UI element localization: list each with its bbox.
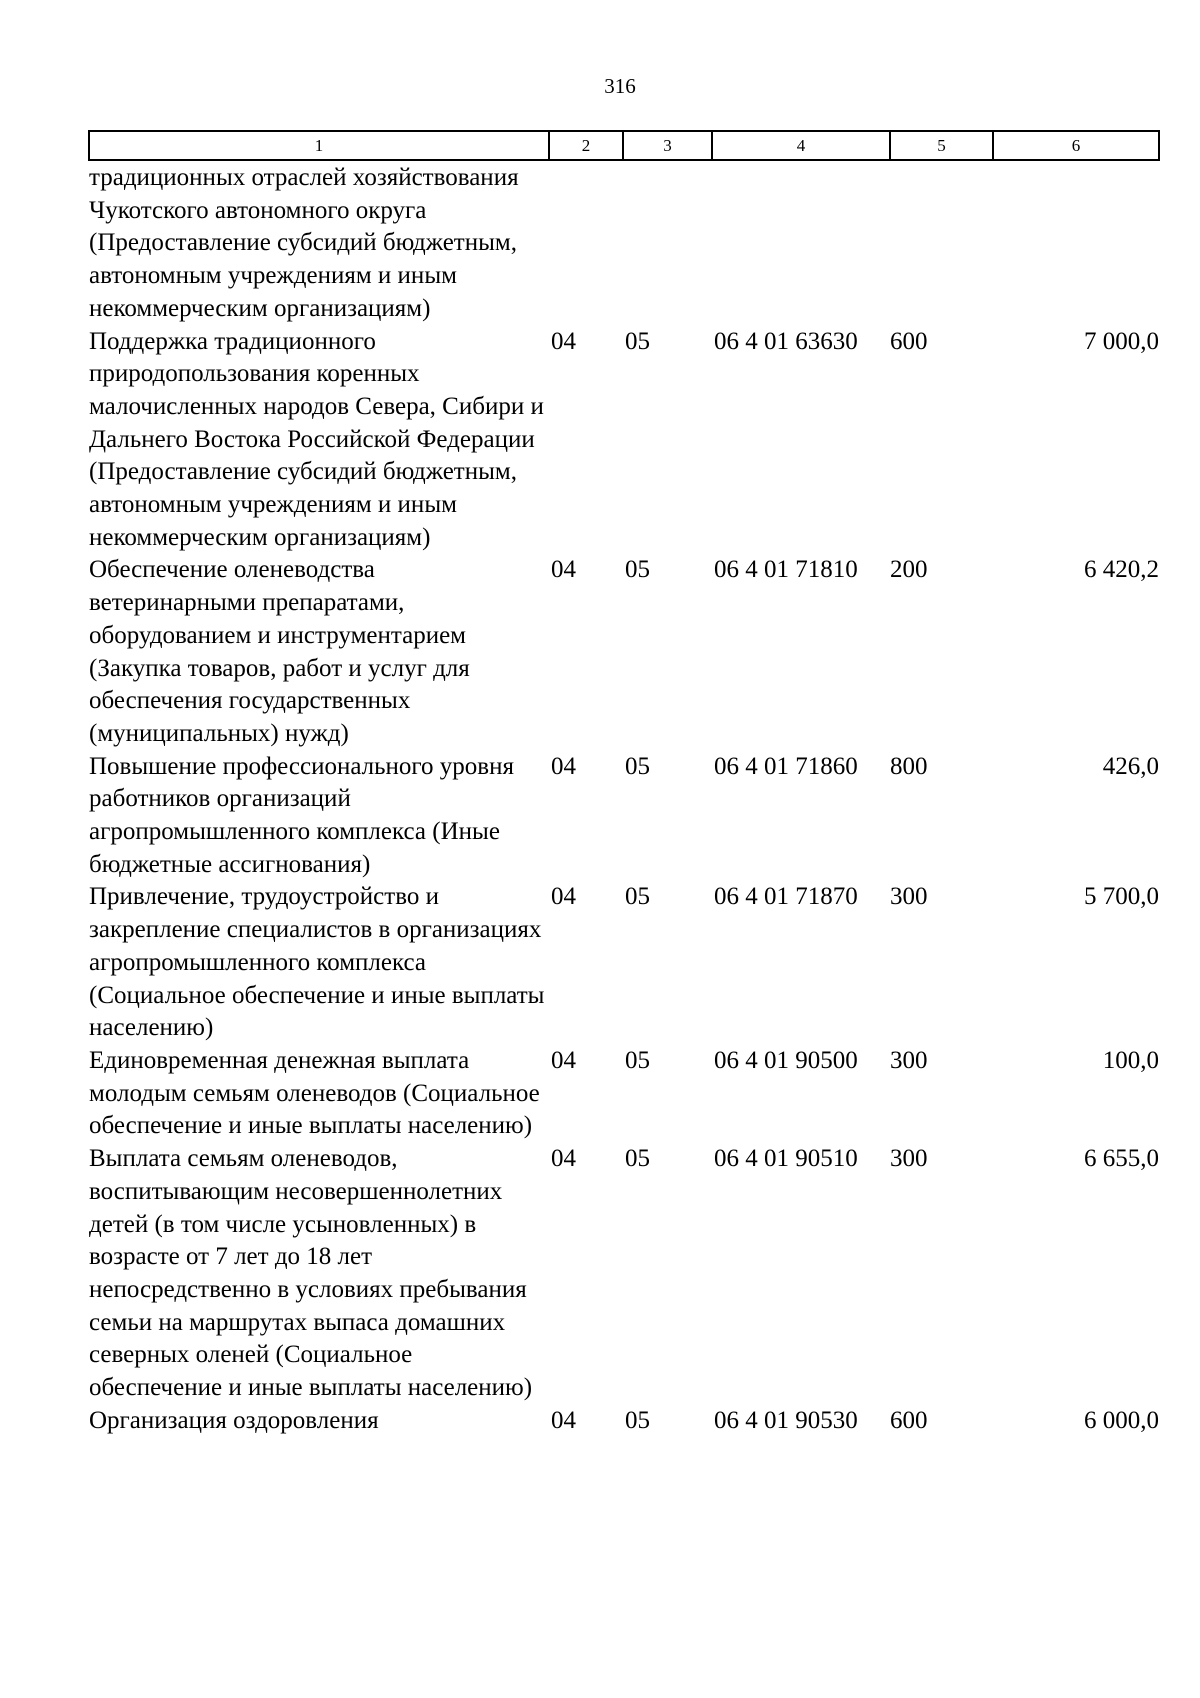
header-col-5: 5	[890, 131, 993, 160]
row-name: Обеспечение оленеводства ветеринарными препаратами, оборудованием и инструментарием (Закупка товаров, работ и услуг для обеспечения государственных (муниципальных) нужд)	[89, 556, 470, 747]
table-row	[89, 751, 1159, 882]
row-target-code: 06 4 01 90510	[714, 1145, 858, 1173]
row-amount: 100,0	[1102, 1046, 1159, 1074]
row-name: Выплата семьям оленеводов, воспитывающим несовершеннолетних детей (в том числе усыновленных) в возрасте от 7 лет до 18 лет непосредственно в условиях пребывания семьи на маршрутах выпаса домашних северных оленей (Социальное обеспечение и иные выплаты населению)	[89, 1145, 533, 1402]
row-expense-type: 300	[890, 1046, 928, 1074]
row-amount: 426,0	[1102, 752, 1159, 780]
row-target-code: 06 4 01 71870	[714, 883, 858, 911]
table-header	[89, 131, 1159, 160]
row-expense-type: 300	[890, 883, 928, 911]
row-name: Организация оздоровления	[89, 1406, 379, 1434]
row-name: Единовременная денежная выплата молодым семьям оленеводов (Социальное обеспечение и иные выплаты населению)	[89, 1046, 540, 1140]
page-number: 316	[604, 74, 636, 98]
row-target-code: 06 4 01 63630	[714, 327, 858, 355]
row-section: 04	[551, 556, 576, 584]
table-row	[89, 1045, 1159, 1143]
row-target-code: 06 4 01 71810	[714, 556, 858, 584]
row-target-code: 06 4 01 71860	[714, 752, 858, 780]
row-section: 04	[551, 883, 576, 911]
row-expense-type: 600	[890, 1406, 928, 1434]
row-expense-type	[890, 160, 993, 326]
row-subsection: 05	[625, 752, 650, 780]
row-expense-type: 200	[890, 556, 928, 584]
row-subsection: 05	[625, 883, 650, 911]
table-row	[89, 160, 1159, 326]
row-section: 04	[551, 1046, 576, 1074]
row-amount: 5 700,0	[1084, 883, 1159, 911]
row-subsection: 05	[625, 1406, 650, 1434]
header-col-1: 1	[89, 131, 549, 160]
row-name: Повышение профессионального уровня работников организаций агропромышленного комплекса (Иные бюджетные ассигнования)	[89, 752, 514, 878]
table-row	[89, 1143, 1159, 1405]
row-target-code: 06 4 01 90530	[714, 1406, 858, 1434]
header-row	[89, 131, 1159, 160]
row-name: Поддержка традиционного природопользования коренных малочисленных народов Севера, Сибири и Дальнего Востока Российской Федерации (Предоставление субсидий бюджетным, автономным учреждениям и иным некоммерческим организациям)	[89, 327, 544, 551]
row-target-code: 06 4 01 90500	[714, 1046, 858, 1074]
row-section: 04	[551, 327, 576, 355]
row-amount: 6 420,2	[1084, 556, 1159, 584]
header-col-4: 4	[712, 131, 890, 160]
row-expense-type: 300	[890, 1145, 928, 1173]
row-section: 04	[551, 1406, 576, 1434]
row-subsection: 05	[625, 1046, 650, 1074]
row-amount: 6 655,0	[1084, 1145, 1159, 1173]
row-name: Привлечение, трудоустройство и закрепление специалистов в организациях агропромышленного комплекса (Социальное обеспечение и иные выплаты населению)	[89, 883, 545, 1042]
header-col-2: 2	[549, 131, 623, 160]
row-name: традиционных отраслей хозяйствования Чукотского автономного округа (Предоставление субсидий бюджетным, автономным учреждениям и иным некоммерческим организациям)	[89, 164, 519, 322]
table-row	[89, 554, 1159, 750]
row-expense-type: 600	[890, 327, 928, 355]
header-col-6: 6	[993, 131, 1159, 160]
table-row	[89, 1405, 1159, 1438]
row-target-code	[712, 160, 890, 326]
row-section	[549, 160, 623, 326]
row-section: 04	[551, 1145, 576, 1173]
row-subsection: 05	[625, 556, 650, 584]
row-subsection: 05	[625, 327, 650, 355]
table-row	[89, 881, 1159, 1045]
row-amount: 6 000,0	[1084, 1406, 1159, 1434]
table-body	[89, 160, 1159, 1437]
budget-table	[88, 130, 1160, 1437]
row-expense-type: 800	[890, 752, 928, 780]
row-amount: 7 000,0	[1084, 327, 1159, 355]
row-amount	[993, 160, 1159, 326]
row-subsection	[623, 160, 712, 326]
row-section: 04	[551, 752, 576, 780]
row-subsection: 05	[625, 1145, 650, 1173]
table-row	[89, 326, 1159, 555]
header-col-3: 3	[623, 131, 712, 160]
